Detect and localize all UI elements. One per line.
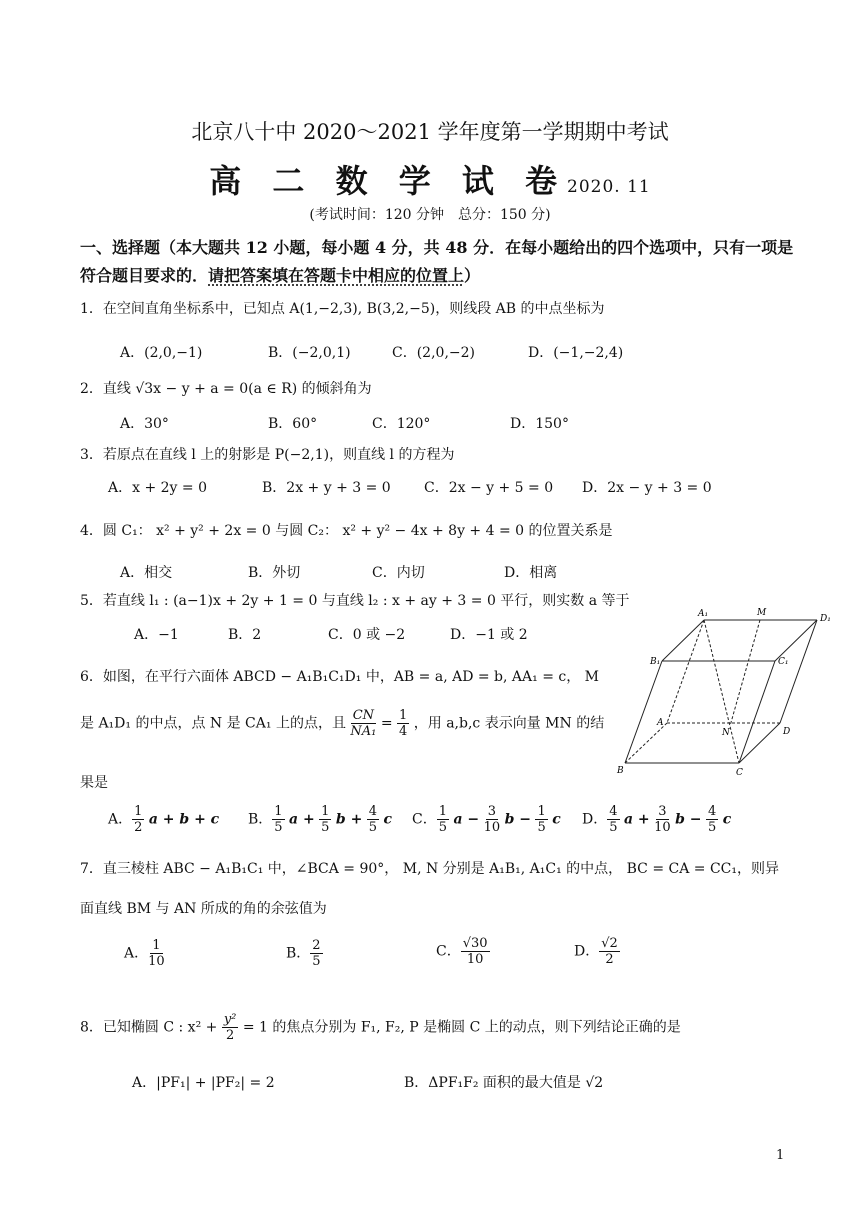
option-label: A． — [108, 811, 133, 828]
q1-option-a: A．(2,0,−1) — [120, 345, 203, 361]
edge-d1-c1 — [775, 620, 817, 661]
q4-option-a: A．相交 — [120, 565, 173, 581]
label-a1: A₁ — [698, 609, 709, 619]
frac-numerator: 4 — [368, 804, 378, 819]
label-d1: D₁ — [820, 614, 831, 624]
label-n: N — [722, 728, 730, 738]
fraction — [654, 804, 671, 835]
frac-numerator: 4 — [707, 804, 717, 819]
edge-b-a — [625, 723, 667, 763]
q6-text-b: ，用 a,b,c 表示向量 MN 的结 — [413, 715, 605, 732]
page-number: 1 — [776, 1148, 785, 1163]
q6-text-a: 是 A₁D₁ 的中点，点 N 是 CA₁ 上的点，且 — [80, 715, 346, 732]
option-label: C． — [412, 811, 437, 828]
frac-denominator: 5 — [321, 820, 330, 835]
frac-denominator: 5 — [609, 820, 618, 835]
label-a: A — [657, 718, 664, 728]
exam-subtitle: (考试时间：120 分钟 总分：150 分) — [309, 207, 551, 223]
frac-denominator: 10 — [148, 954, 165, 969]
frac-denominator: 5 — [537, 820, 546, 835]
q6-option-d — [582, 804, 731, 835]
frac-denominator: 5 — [707, 820, 717, 835]
option-term: a + — [289, 811, 315, 828]
q3-option-b: B．2x + y + 3 = 0 — [262, 480, 391, 496]
option-term: a + — [623, 811, 650, 828]
frac-denominator: 5 — [368, 820, 378, 835]
edge-a1-a — [667, 620, 704, 723]
label-m: M — [757, 608, 767, 618]
q1-option-c: C．(2,0,−2) — [392, 345, 475, 361]
question-7-stem-line1: 7．直三棱柱 ABC − A₁B₁C₁ 中，∠BCA = 90°， M, N 分别是 A₁B₁, A₁C₁ 的中点， BC = CA = CC₁，则异 — [80, 861, 779, 877]
label-c1: C₁ — [778, 657, 789, 667]
fraction — [599, 936, 620, 967]
frac-numerator: 3 — [487, 804, 496, 819]
frac-numerator: 1 — [321, 804, 330, 819]
frac-numerator: 1 — [438, 804, 447, 819]
question-1-stem: 1．在空间直角坐标系中，已知点 A(1,−2,3), B(3,2,−5)，则线段 AB 的中点坐标为 — [80, 301, 605, 317]
option-label: B． — [286, 945, 311, 962]
q5-option-b: B．2 — [228, 627, 262, 643]
option-label: C． — [436, 943, 461, 960]
section-heading-text: 一、选择题（本大题共 12 小题，每小题 4 分，共 48 分．在每小题给出的四个选项中，只有一项是符合题目要求的． — [80, 238, 794, 285]
q1-option-d: D．(−1,−2,4) — [528, 345, 624, 361]
option-term: a − — [453, 811, 480, 828]
main-title-text: 高 二 数 学 试 卷 — [209, 162, 567, 200]
question-8-stem — [80, 1012, 681, 1043]
frac-denominator: 10 — [654, 820, 671, 835]
option-term: b − — [675, 811, 702, 828]
question-6-stem-line3: 果是 — [80, 775, 108, 791]
fraction — [706, 804, 718, 835]
frac-denominator: 5 — [312, 954, 321, 969]
q4-option-b: B．外切 — [248, 565, 301, 581]
q3-option-c: C．2x − y + 5 = 0 — [424, 480, 554, 496]
frac-numerator: 1 — [152, 938, 161, 953]
fraction — [535, 804, 547, 835]
option-label: D． — [582, 811, 608, 828]
section-heading-emphasis: 请把答案填在答题卡中相应的位置上 — [208, 266, 465, 285]
question-2-stem: 2．直线 √3x − y + a = 0(a ∈ R) 的倾斜角为 — [80, 381, 372, 397]
fraction — [607, 804, 619, 835]
q2-option-d: D．150° — [510, 416, 569, 432]
frac-denominator: 10 — [483, 820, 501, 835]
frac-numerator: √2 — [601, 936, 618, 951]
frac-denominator: 2 — [134, 820, 143, 835]
q8-ellipse-fraction — [222, 1012, 239, 1043]
q6-equals: = — [380, 715, 393, 732]
exam-main-title — [0, 156, 860, 202]
q8-text-a: 8．已知椭圆 C : x² + — [80, 1019, 218, 1036]
option-term: b − — [504, 811, 531, 828]
option-term: b + — [335, 811, 363, 828]
fraction — [132, 804, 144, 835]
edge-c-d — [739, 723, 780, 763]
q8-option-b: B．ΔPF₁F₂ 面积的最大值是 √2 — [404, 1075, 604, 1091]
exam-header-title: 北京八十中 2020～2021 学年度第一学期期中考试 — [191, 120, 669, 144]
frac-numerator: 1 — [274, 804, 283, 819]
frac-numerator: 1 — [134, 804, 143, 819]
frac-denominator: 5 — [438, 820, 447, 835]
q5-option-a: A．−1 — [134, 627, 179, 643]
frac-denominator: 5 — [274, 820, 283, 835]
option-term: c — [722, 811, 732, 828]
fraction — [437, 804, 449, 835]
q2-option-c: C．120° — [372, 416, 431, 432]
edge-d1-d — [780, 620, 817, 723]
q7-option-a — [124, 938, 165, 969]
parallelepiped-figure — [612, 605, 837, 780]
fraction — [367, 804, 379, 835]
q7-option-b — [286, 938, 323, 969]
option-label: B． — [248, 811, 273, 828]
exam-date: 2020. 11 — [567, 177, 651, 197]
edge-a1-b1 — [662, 620, 704, 661]
option-term: a + b + c — [148, 811, 220, 828]
q8-option-a: A．|PF₁| + |PF₂| = 2 — [132, 1075, 275, 1091]
frac-numerator: √30 — [462, 936, 488, 951]
frac-numerator: 2 — [312, 938, 321, 953]
q7-option-c — [436, 936, 490, 967]
q6-ratio-fraction — [350, 708, 376, 739]
frac-denominator: 4 — [399, 724, 408, 739]
section-heading — [80, 234, 800, 290]
edge-c1-c — [739, 661, 775, 763]
question-6-stem-line1: 6．如图，在平行六面体 ABCD − A₁B₁C₁D₁ 中，AB = a, AD = b, AA₁ = c， M — [80, 669, 600, 685]
section-heading-end: ） — [464, 266, 481, 285]
label-b: B — [617, 766, 624, 776]
label-c: C — [736, 768, 743, 778]
frac-numerator: y² — [223, 1012, 237, 1027]
fraction — [319, 804, 331, 835]
q6-option-b — [248, 804, 392, 835]
frac-denominator: 10 — [466, 952, 484, 967]
q3-option-a: A．x + 2y = 0 — [108, 480, 207, 496]
option-label: D． — [574, 943, 600, 960]
segment-a1-c — [704, 620, 739, 763]
label-b1: B₁ — [650, 657, 661, 667]
q2-option-b: B．60° — [268, 416, 318, 432]
q7-option-d — [574, 936, 620, 967]
fraction — [461, 936, 490, 967]
question-7-stem-line2: 面直线 BM 与 AN 所成的角的余弦值为 — [80, 901, 327, 917]
frac-denominator: 2 — [225, 1028, 235, 1043]
fraction — [272, 804, 284, 835]
q8-text-b: = 1 的焦点分别为 F₁, F₂, P 是椭圆 C 上的动点，则下列结论正确的是 — [242, 1019, 681, 1036]
frac-numerator: 1 — [537, 804, 546, 819]
segment-m-n — [730, 620, 760, 726]
q5-option-d: D．−1 或 2 — [450, 627, 528, 643]
frac-denominator: 2 — [605, 952, 614, 967]
question-3-stem: 3．若原点在直线 l 上的射影是 P(−2,1)，则直线 l 的方程为 — [80, 447, 455, 463]
question-5-stem: 5．若直线 l₁ : (a−1)x + 2y + 1 = 0 与直线 l₂ : x + ay + 3 = 0 平行，则实数 a 等于 — [80, 593, 630, 609]
frac-numerator: CN — [352, 708, 375, 723]
option-label: A． — [124, 945, 149, 962]
fraction — [148, 938, 165, 969]
fraction — [484, 804, 501, 835]
option-term: c — [552, 811, 561, 828]
q6-value-fraction — [397, 708, 409, 739]
q6-option-a — [108, 804, 219, 835]
frac-numerator: 1 — [399, 708, 408, 723]
option-term: c — [383, 811, 393, 828]
frac-denominator: NA₁ — [350, 724, 377, 739]
label-d: D — [783, 727, 791, 737]
q6-option-c — [412, 804, 561, 835]
question-6-stem-line2 — [80, 708, 604, 739]
q4-option-d: D．相离 — [504, 565, 558, 581]
frac-numerator: 3 — [658, 804, 667, 819]
fraction — [310, 938, 322, 969]
q2-option-a: A．30° — [120, 416, 169, 432]
q3-option-d: D．2x − y + 3 = 0 — [582, 480, 712, 496]
q1-option-b: B．(−2,0,1) — [268, 345, 351, 361]
question-4-stem: 4．圆 C₁： x² + y² + 2x = 0 与圆 C₂： x² + y² − 4x + 8y + 4 = 0 的位置关系是 — [80, 523, 613, 539]
q5-option-c: C．0 或 −2 — [328, 627, 406, 643]
edge-b1-b — [625, 661, 662, 763]
q4-option-c: C．内切 — [372, 565, 425, 581]
frac-numerator: 4 — [609, 804, 618, 819]
